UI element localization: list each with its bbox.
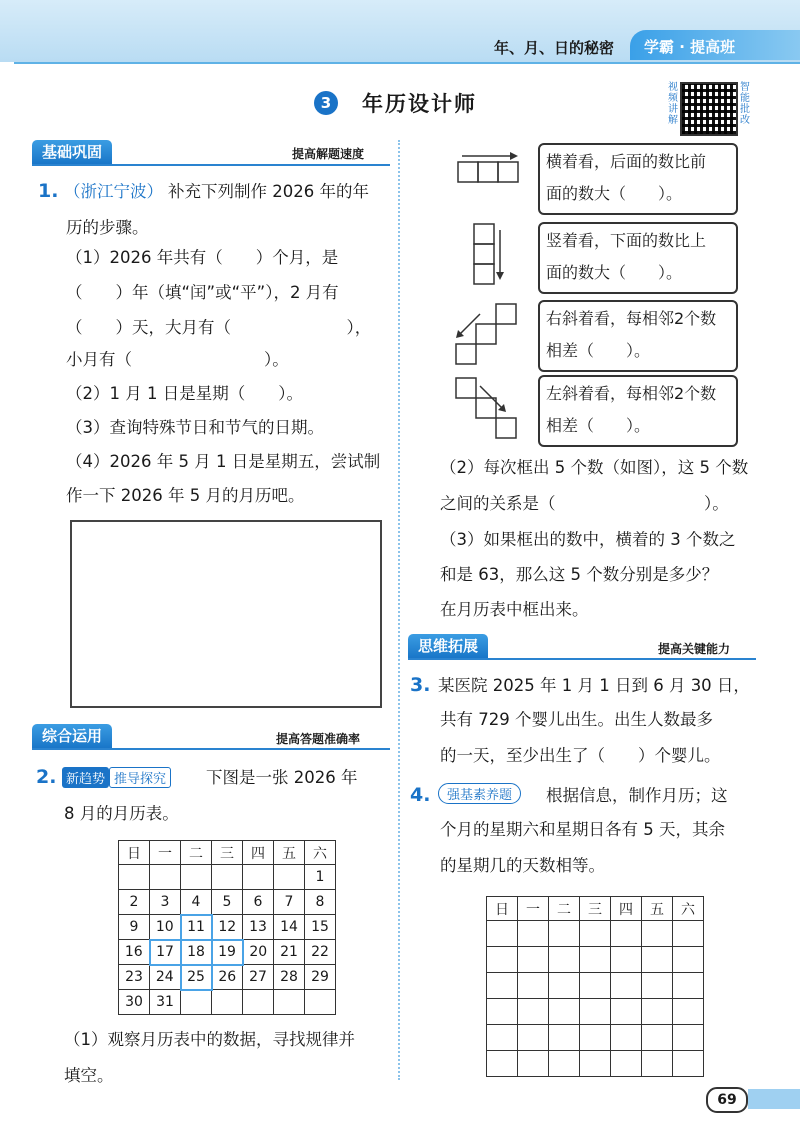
rule-bubble-horizontal [538,143,738,215]
rule-line: 竖着看，下面的数比上 [546,231,707,250]
qr-code[interactable] [680,82,738,136]
tag-new-trend: 新趋势 [62,767,109,788]
q1-line: （ ）天，大月有（ ）， [66,318,372,337]
q4-line: 根据信息，制作月历；这 [546,786,728,805]
chapter-title: 年、月、日的秘密 [494,39,615,57]
grid-header: 六 [673,897,704,921]
grid-header: 五 [642,897,673,921]
cal-cell: 7 [274,890,305,915]
cal-cell [274,990,305,1015]
grid-header: 一 [518,897,549,921]
cal-header: 一 [150,841,181,865]
cal-header: 日 [119,841,150,865]
section-extend-rule [408,658,756,660]
q2-sub1: （1）观察月历表中的数据，寻找规律并 [64,1030,355,1049]
cal-cell [305,990,336,1015]
q1-line: （ ）年（填“闰”或“平”），2 月有 [66,283,339,302]
cal-cell: 14 [274,915,305,940]
q2-sub2: 之间的关系是（ ）。 [440,494,729,513]
q3-line: 某医院 2025 年 1 月 1 日到 6 月 30 日， [438,676,750,695]
cal-cell: 20 [243,940,274,965]
grid-header: 四 [611,897,642,921]
cal-cell: 19 [212,940,243,965]
cal-cell: 28 [274,965,305,990]
section-basic-subtitle: 提高解题速度 [292,147,365,161]
cal-cell: 24 [150,965,181,990]
cal-cell [181,990,212,1015]
cal-header: 五 [274,841,305,865]
q4-calendar-grid[interactable] [486,896,704,1077]
cal-cell: 1 [305,865,336,890]
cal-cell: 13 [243,915,274,940]
q1-line: （2）1 月 1 日是星期（ ）。 [66,384,303,403]
q1-answer-box[interactable] [70,520,382,708]
rule-line: 左斜着看，每相邻2个数 [546,384,717,403]
q1-line: 历的步骤。 [66,218,149,237]
cal-cell: 9 [119,915,150,940]
cal-cell: 15 [305,915,336,940]
cal-header: 三 [212,841,243,865]
grid-header: 二 [549,897,580,921]
cal-cell: 23 [119,965,150,990]
lesson-number: 3 [314,91,338,115]
cal-header: 二 [181,841,212,865]
q4-tag: 强基素养题 [438,783,521,804]
cal-cell [212,865,243,890]
cal-cell [181,865,212,890]
q3-line: 共有 729 个婴儿出生。出生人数最多 [440,710,713,729]
cal-cell: 26 [212,965,243,990]
q2-line: 8 月的月历表。 [64,804,179,823]
q1-source: （浙江宁波） [64,182,163,201]
section-apply-rule [32,748,390,750]
cal-cell: 8 [305,890,336,915]
left-diagonal-pattern-icon [456,378,516,438]
vertical-pattern-icon [474,224,504,284]
q1-line: 补充下列制作 2026 年的年 [168,182,369,201]
cal-cell: 2 [119,890,150,915]
q3-number: 3. [410,674,431,696]
cal-cell: 18 [181,940,212,965]
q2-sub1: 填空。 [64,1066,114,1085]
section-apply-tag: 综合运用 [32,724,112,748]
cal-cell: 21 [274,940,305,965]
qr-right-label: 智能批改 [740,82,750,126]
cal-cell: 17 [150,940,181,965]
brand-badge [630,30,800,60]
page-title: 年历设计师 [362,92,477,116]
q1-line: （1）2026 年共有（ ）个月，是 [66,248,339,267]
cal-header: 四 [243,841,274,865]
cal-cell [243,990,274,1015]
cal-cell: 5 [212,890,243,915]
section-extend-tag: 思维拓展 [408,634,488,658]
section-extend-subtitle: 提高关键能力 [658,642,731,656]
tag-derive: 推导探究 [109,767,171,788]
q2-number: 2. [36,766,57,788]
cal-cell: 4 [181,890,212,915]
section-basic-tag: 基础巩固 [32,140,112,164]
rule-line: 横着看，后面的数比前 [546,152,707,171]
rule-bubble-left-diagonal [538,375,738,447]
q2-sub3: 在月历表中框出来。 [440,600,589,619]
q4-line: 个月的星期六和星期日各有 5 天，其余 [440,820,725,839]
q2-line: 下图是一张 2026 年 [206,768,358,787]
page-bar [748,1089,800,1109]
cal-cell [212,990,243,1015]
page-number: 69 [706,1087,748,1113]
cal-cell: 29 [305,965,336,990]
cal-cell: 22 [305,940,336,965]
q2-sub3: （3）如果框出的数中，横着的 3 个数之 [440,530,736,549]
brand-label: 学霸 · 提高班 [644,38,736,56]
header-rule [14,62,800,64]
cal-cell: 10 [150,915,181,940]
cal-cell: 12 [212,915,243,940]
cal-cell [119,865,150,890]
cal-cell: 31 [150,990,181,1015]
section-apply-subtitle: 提高答题准确率 [276,732,361,746]
cal-cell: 27 [243,965,274,990]
q1-line: 作一下 2026 年 5 月的月历吧。 [66,486,305,505]
cal-cell: 3 [150,890,181,915]
cal-cell [150,865,181,890]
rule-line: 右斜着看，每相邻2个数 [546,309,717,328]
q2-calendar [118,840,336,1015]
column-divider [398,140,400,1080]
right-diagonal-pattern-icon [456,304,516,364]
q3-line: 的一天，至少出生了（ ）个婴儿。 [440,746,721,765]
rule-line: 面的数大（ ）。 [546,184,683,203]
q4-line: 的星期几的天数相等。 [440,856,605,875]
q1-line: 小月有（ ）。 [66,350,289,369]
grid-header: 三 [580,897,611,921]
cal-header: 六 [305,841,336,865]
rule-bubble-right-diagonal [538,300,738,372]
q1-line: （4）2026 年 5 月 1 日是星期五，尝试制 [66,452,381,471]
q4-tag-wrap [438,783,521,804]
cal-cell: 6 [243,890,274,915]
cal-cell: 30 [119,990,150,1015]
pattern-diagrams [450,150,530,450]
rule-line: 相差（ ）。 [546,341,651,360]
rule-line: 相差（ ）。 [546,416,651,435]
q2-sub2: （2）每次框出 5 个数（如图），这 5 个数 [440,458,749,477]
q1-number: 1. [38,180,59,202]
rule-line: 面的数大（ ）。 [546,263,683,282]
qr-left-label: 视频讲解 [668,82,678,126]
cal-cell [243,865,274,890]
cal-cell: 25 [181,965,212,990]
rule-bubble-vertical [538,222,738,294]
q2-sub3: 和是 63，那么这 5 个数分别是多少？ [440,565,719,584]
grid-header: 日 [487,897,518,921]
cal-cell: 16 [119,940,150,965]
q1-line: （3）查询特殊节日和节气的日期。 [66,418,324,437]
cal-cell: 11 [181,915,212,940]
section-basic-rule [32,164,390,166]
q2-tags [62,767,171,788]
q4-number: 4. [410,784,431,806]
horizontal-pattern-icon [458,152,518,182]
cal-cell [274,865,305,890]
